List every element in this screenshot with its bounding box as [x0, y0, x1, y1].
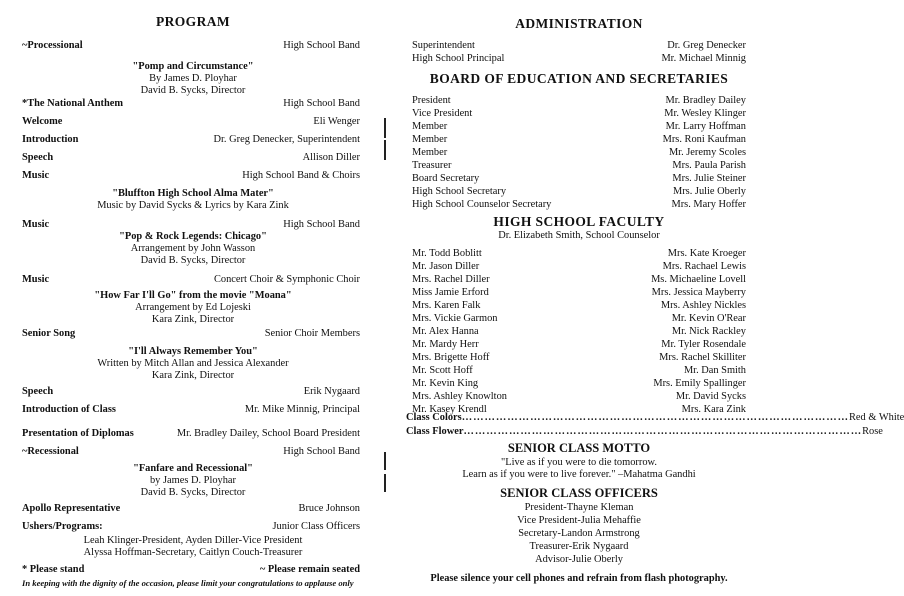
senior-song-director: Kara Zink, Director [151, 370, 235, 381]
board-row: Member Mr. Larry Hoffman [412, 121, 746, 132]
faculty-row: Miss Jamie Erford Mrs. Jessica Mayberry [412, 287, 746, 298]
program-item-recessional: ~Recessional High School Band [22, 446, 360, 457]
faculty-subtitle: Dr. Elizabeth Smith, School Counselor [498, 230, 660, 241]
board-title: BOARD OF EDUCATION AND SECRETARIES [429, 71, 729, 86]
faculty-row: Mrs. Ashley Knowlton Mr. David Sycks [412, 391, 746, 402]
faculty-row: Mrs. Karen Falk Mrs. Ashley Nickles [412, 300, 746, 311]
recessional-song: "Fanfare and Recessional" [133, 463, 253, 474]
faculty-row: Mr. Jason Diller Mrs. Rachael Lewis [412, 261, 746, 272]
recessional-composer: by James D. Ployhar [149, 475, 236, 486]
faculty-row: Mrs. Brigette Hoff Mrs. Rachel Skilliter [412, 352, 746, 363]
board-row: Member Mr. Jeremy Scoles [412, 147, 746, 158]
class-colors: Class Colors ………………………………………………………………………………………… Red & White [406, 412, 904, 423]
program-legend [22, 564, 360, 576]
officer-item: Secretary-Landon Armstrong [518, 528, 640, 539]
processional-composer: By James D. Ployhar [149, 73, 237, 84]
program-item-speech-1: Speech Allison Diller [22, 152, 360, 163]
officers-title: SENIOR CLASS OFFICERS [500, 486, 658, 500]
faculty-row: Mr. Kasey Krendl Mrs. Kara Zink [412, 404, 746, 415]
alma-mater-song: "Bluffton High School Alma Mater" [112, 188, 274, 199]
moana-director: Kara Zink, Director [151, 314, 235, 325]
board-row: Member Mrs. Roni Kaufman [412, 134, 746, 145]
program-item-anthem: *The National Anthem High School Band [22, 98, 360, 109]
phone-notice: Please silence your cell phones and refrain from flash photography. [430, 573, 728, 584]
ushers-line-1: Leah Klinger-President, Ayden Diller-Vice President [83, 535, 303, 546]
faculty-row: Mr. Scott Hoff Mr. Dan Smith [412, 365, 746, 376]
program-item-introduction: Introduction Dr. Greg Denecker, Superintendent [22, 134, 360, 145]
board-row: President Mr. Bradley Dailey [412, 95, 746, 106]
recessional-director: David B. Sycks, Director [140, 487, 246, 498]
board-row: High School Counselor Secretary Mrs. Mary Hoffer [412, 199, 746, 210]
program-item-ushers: Ushers/Programs: Junior Class Officers [22, 521, 360, 532]
alma-mater-credit: Music by David Sycks & Lyrics by Kara Zink [97, 200, 289, 211]
program-page [0, 0, 386, 596]
class-flower: Class Flower …………………………………………………………………………………………… Rose [406, 426, 883, 437]
program-item-apollo: Apollo Representative Bruce Johnson [22, 503, 360, 514]
board-row: Vice President Mr. Wesley Klinger [412, 108, 746, 119]
faculty-row: Mr. Mardy Herr Mr. Tyler Rosendale [412, 339, 746, 350]
program-item-processional: ~Processional High School Band [22, 40, 360, 51]
program-item-music-1: Music High School Band & Choirs [22, 170, 360, 181]
officer-item: President-Thayne Kleman [524, 502, 634, 513]
program-item-introduction-of-class: Introduction of Class Mr. Mike Minnig, Principal [22, 404, 360, 415]
administration-title: ADMINISTRATION [515, 16, 643, 31]
info-page [386, 0, 904, 596]
processional-director: David B. Sycks, Director [140, 85, 246, 96]
board-row: Board Secretary Mrs. Julie Steiner [412, 173, 746, 184]
moana-arrangement: Arrangement by Ed Lojeski [135, 302, 251, 313]
motto-title: SENIOR CLASS MOTTO [507, 441, 651, 455]
admin-row: High School Principal Mr. Michael Minnig [412, 53, 746, 64]
faculty-title: HIGH SCHOOL FACULTY [493, 214, 665, 229]
processional-song: "Pomp and Circumstance" [132, 61, 254, 72]
senior-song-credit: Written by Mitch Allan and Jessica Alexander [97, 358, 289, 369]
applause-note: In keeping with the dignity of the occasion, please limit your congratulations to applause only [22, 578, 354, 588]
program-item-music-3: Music Concert Choir & Symphonic Choir [22, 274, 360, 285]
officer-item: Advisor-Julie Oberly [535, 554, 623, 565]
officer-item: Vice President-Julia Mehaffie [517, 515, 641, 526]
please-stand-note: * Please stand [22, 564, 85, 575]
program-item-speech-2: Speech Erik Nygaard [22, 386, 360, 397]
program-title: PROGRAM [155, 14, 231, 29]
program-item-diplomas: Presentation of Diplomas Mr. Bradley Dailey, School Board President [22, 428, 360, 439]
motto-line-2: Learn as if you were to live forever." –Mahatma Gandhi [462, 469, 696, 480]
faculty-row: Mrs. Vickie Garmon Mr. Kevin O'Rear [412, 313, 746, 324]
please-remain-seated-note: ~ Please remain seated [259, 564, 360, 575]
board-row: Treasurer Mrs. Paula Parish [412, 160, 746, 171]
faculty-row: Mr. Todd Boblitt Mrs. Kate Kroeger [412, 248, 746, 259]
chicago-song: "Pop & Rock Legends: Chicago" [119, 231, 267, 242]
chicago-arrangement: Arrangement by John Wasson [130, 243, 256, 254]
board-row: High School Secretary Mrs. Julie Oberly [412, 186, 746, 197]
faculty-row: Mr. Alex Hanna Mr. Nick Rackley [412, 326, 746, 337]
admin-row: Superintendent Dr. Greg Denecker [412, 40, 746, 51]
moana-song: "How Far I'll Go" from the movie "Moana" [94, 290, 292, 301]
program-item-senior-song: Senior Song Senior Choir Members [22, 328, 360, 339]
motto-line-1: "Live as if you were to die tomorrow. [501, 457, 657, 468]
faculty-row: Mrs. Rachel Diller Ms. Michaeline Lovell [412, 274, 746, 285]
program-item-music-2: Music High School Band [22, 219, 360, 230]
faculty-row: Mr. Kevin King Mrs. Emily Spallinger [412, 378, 746, 389]
senior-song-title: "I'll Always Remember You" [128, 346, 258, 357]
ushers-line-2: Alyssa Hoffman-Secretary, Caitlyn Couch-Treasurer [83, 547, 303, 558]
program-item-welcome: Welcome Eli Wenger [22, 116, 360, 127]
officer-item: Treasurer-Erik Nygaard [529, 541, 629, 552]
chicago-director: David B. Sycks, Director [140, 255, 246, 266]
